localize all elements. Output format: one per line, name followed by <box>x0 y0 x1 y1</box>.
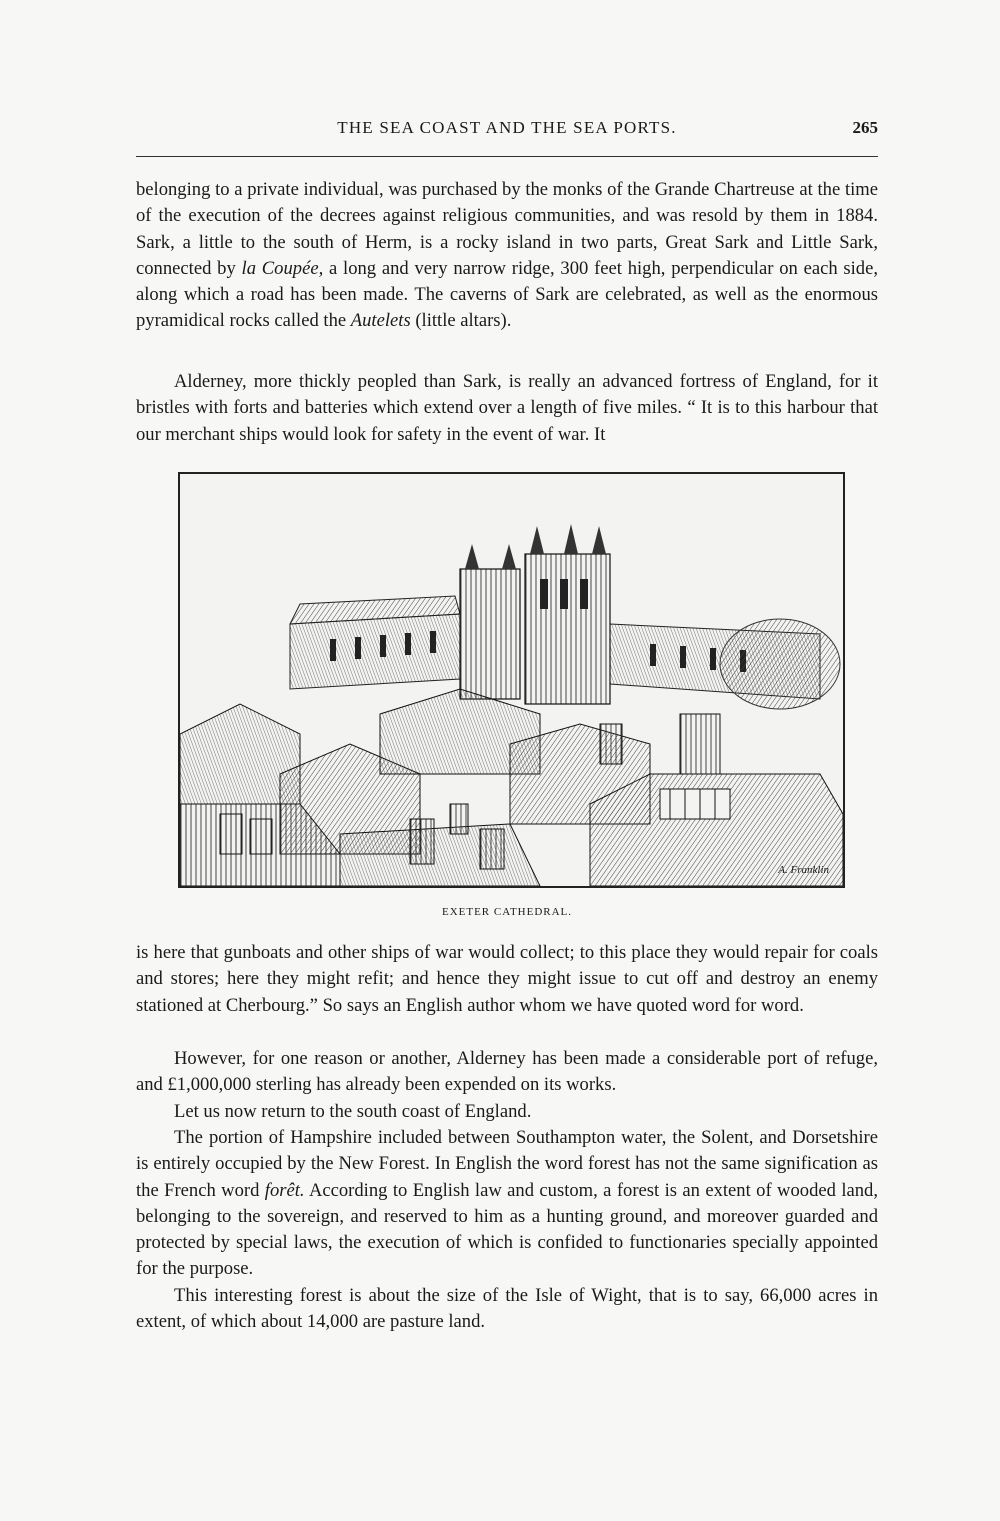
paragraph-new-forest-text-b: According to English law and custom, a forest is an extent of wooded land, belonging to the sovereign, and reserved to him as a hunting ground, and moreover guarded and protected by special laws, the execution of which is confided to functionaries specially appointed for the purpose. <box>136 1179 878 1280</box>
paragraph-sark-text-c: (little altars). <box>410 310 512 332</box>
paragraph-new-forest-text-a: The portion of Hampshire included between Southampton water, the Solent, and Dorsetshire is entirely occupied by the New Forest. In English the word forest has not the same signification as the French word <box>136 1127 878 1201</box>
artist-signature: A. Franklin <box>778 864 829 876</box>
figure-caption: EXETER CATHEDRAL. <box>441 906 573 918</box>
italic-la-coupee: la Coupée, <box>241 257 324 279</box>
running-title: THE SEA COAST AND THE SEA PORTS. <box>337 118 677 137</box>
paragraph-sark-text-a: belonging to a private individual, was purchased by the monks of the Grande Chartreuse at the time of the execution of the decrees against religious communities, and was resold by them in 1884. Sark, a little to the south of Herm, is a rocky island in two parts, Great Sark and Little Sark, connected by <box>136 179 878 279</box>
header-rule <box>136 156 878 157</box>
paragraph-new-forest <box>136 1125 878 1283</box>
paragraph-return: Let us now return to the south coast of England. <box>174 1101 532 1122</box>
exeter-cathedral-illustration <box>178 472 845 888</box>
italic-autelets: Autelets <box>350 310 411 332</box>
page-number: 265 <box>852 118 878 137</box>
paragraph-refuge: However, for one reason or another, Alderney has been made a considerable port of refuge, and £1,000,000 sterling has already been expended on its works. <box>136 1048 878 1096</box>
paragraph-alderney: Alderney, more thickly peopled than Sark, is really an advanced fortress of England, for it bristles with forts and batteries which extend over a length of five miles. “ It is to this harbour that our merchant ships would look for safety in the event of war. It <box>136 371 878 445</box>
paragraph-sark-text-b: a long and very narrow ridge, 300 feet high, perpendicular on each side, along which a road has been made. The caverns of Sark are celebrated, as well as the enormous pyramidical rocks called the <box>136 257 879 332</box>
running-header <box>136 112 878 146</box>
italic-foret: forêt. <box>264 1179 305 1201</box>
paragraph-forest-size: This interesting forest is about the size of the Isle of Wight, that is to say, 66,000 acres in extent, of which about 14,000 are pasture land. <box>136 1285 878 1333</box>
paragraph-gunboats: is here that gunboats and other ships of war would collect; to this place they would repair for coals and stores; here they might refit; and hence they might issue to cut off and destroy an enemy stationed at Cherbourg.” So says an English author whom we have quoted word for word. <box>136 942 878 1016</box>
paragraph-sark <box>136 177 878 335</box>
cathedral-engraving <box>180 474 843 886</box>
